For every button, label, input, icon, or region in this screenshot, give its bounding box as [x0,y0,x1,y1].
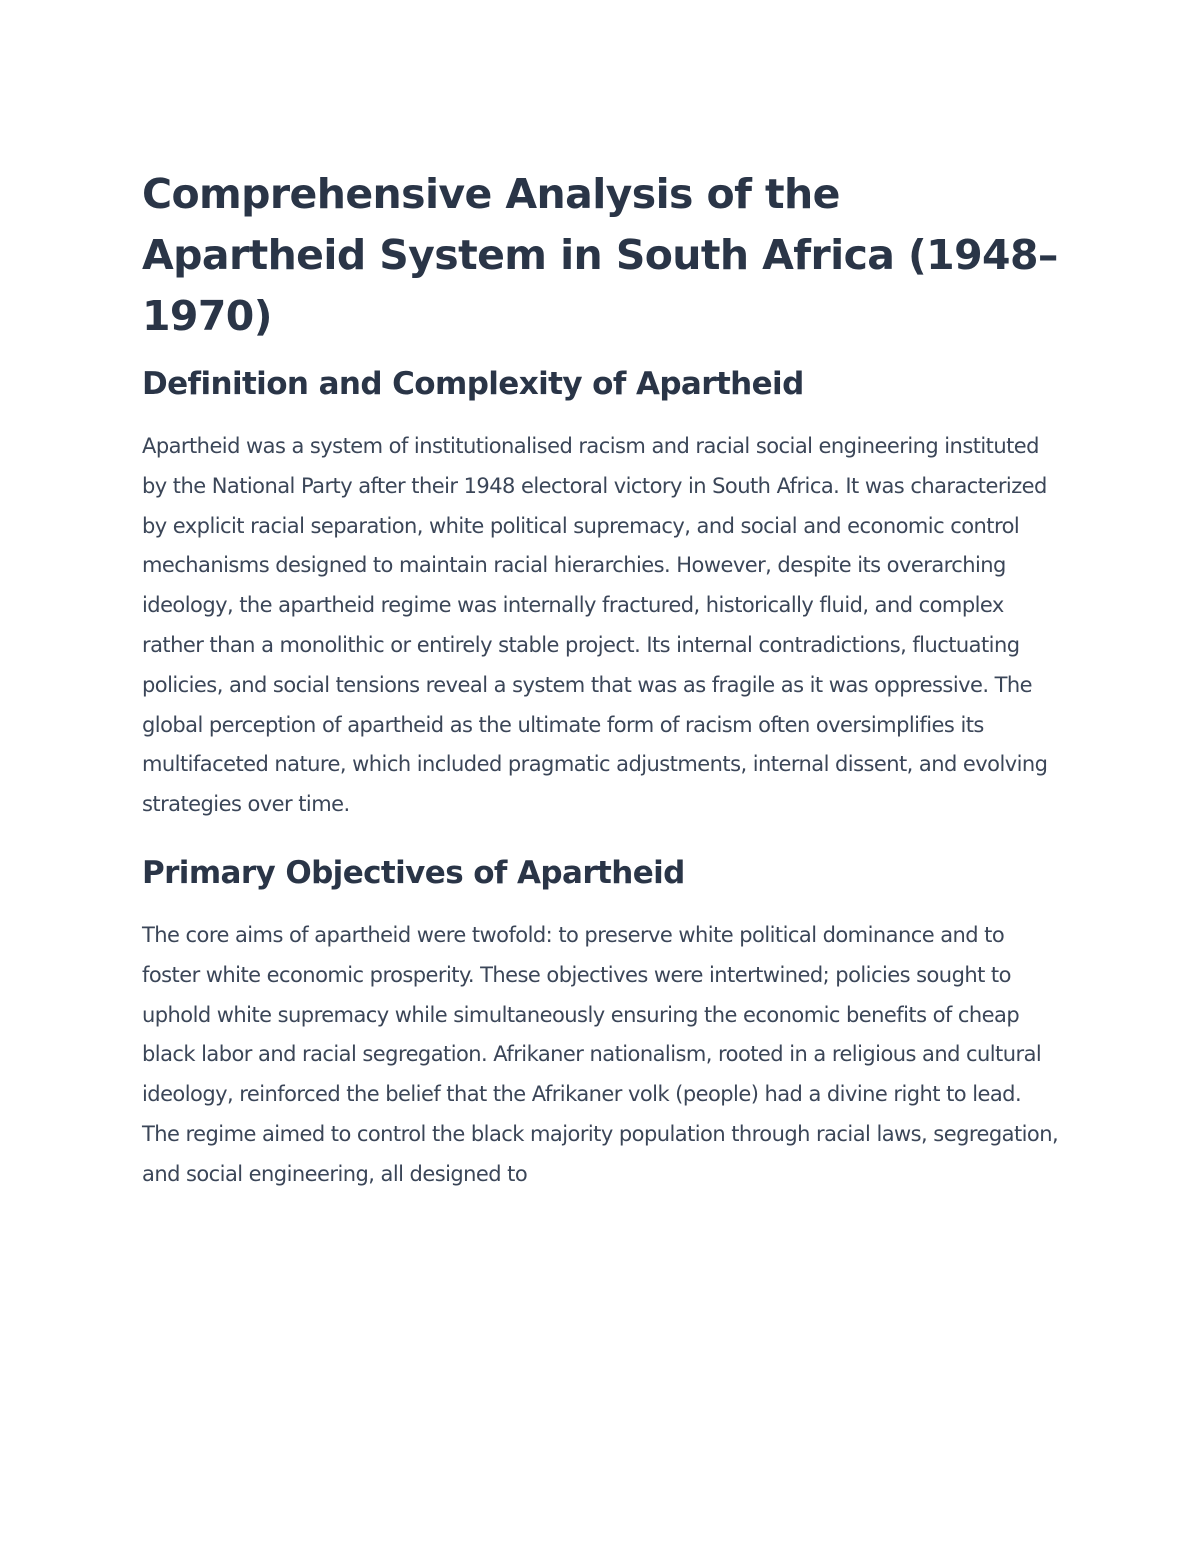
section-heading-definition: Definition and Complexity of Apartheid [142,366,804,402]
section-heading-objectives: Primary Objectives of Apartheid [142,854,685,891]
document-page [142,164,1062,1195]
section-paragraph-definition: Apartheid was a system of institutionalised racism and racial social engineering instituted by the National Party after their 1948 electoral victory in South Africa. It was characterized by explicit racial separation, white political supremacy, and social and economic control mechanisms designed to maintain racial hierarchies. However, despite its overarching ideology, the apartheid regime was internally fractured, historically fluid, and complex rather than a monolithic or entirely stable project. Its internal contradictions, fluctuating policies, and social tensions reveal a system that was as fragile as it was oppressive. The global perception of apartheid as the ultimate form of racism often oversimplifies its multifaceted nature, which included pragmatic adjustments, internal dissent, and evolving strategies over time. [142,434,1048,817]
document-title: Comprehensive Analysis of the Apartheid System in South Africa (1948–1970) [142,170,1058,340]
section-paragraph-objectives: The core aims of apartheid were twofold: to preserve white political dominance and to foster white economic prosperity. These objectives were intertwined; policies sought to uphold white supremacy while simultaneously ensuring the economic benefits of cheap black labor and racial segregation. Afrikaner nationalism, rooted in a religious and cultural ideology, reinforced the belief that the Afrikaner volk (people) had a divine right to lead. The regime aimed to control the black majority population through racial laws, segregation, and social engineering, all designed to [142,922,1059,1186]
